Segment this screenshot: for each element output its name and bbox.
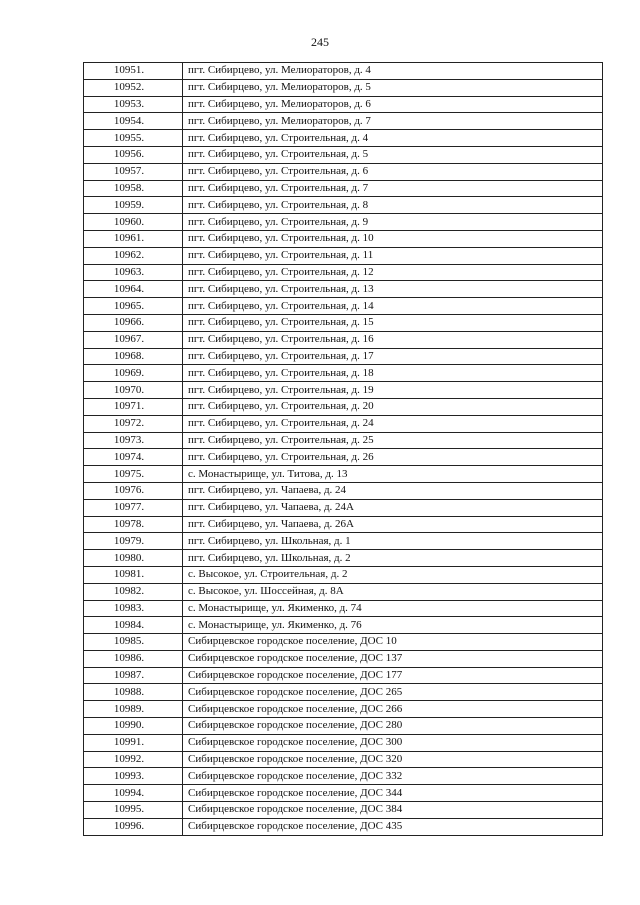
- row-number: 10962.: [84, 247, 183, 264]
- table-row: [84, 650, 603, 667]
- row-number: 10988.: [84, 684, 183, 701]
- row-number: 10992.: [84, 751, 183, 768]
- table-row: [84, 583, 603, 600]
- table-row: [84, 667, 603, 684]
- row-number: 10968.: [84, 348, 183, 365]
- table-row: [84, 449, 603, 466]
- table-row: [84, 466, 603, 483]
- row-address: пгт. Сибирцево, ул. Чапаева, д. 24А: [183, 499, 603, 516]
- row-number: 10966.: [84, 314, 183, 331]
- row-address: с. Монастырище, ул. Якименко, д. 76: [183, 617, 603, 634]
- row-number: 10963.: [84, 264, 183, 281]
- table-row: [84, 499, 603, 516]
- table-row: [84, 482, 603, 499]
- row-number: 10989.: [84, 701, 183, 718]
- row-address: пгт. Сибирцево, ул. Мелиораторов, д. 5: [183, 79, 603, 96]
- row-number: 10961.: [84, 230, 183, 247]
- table-row: [84, 63, 603, 80]
- table-row: [84, 617, 603, 634]
- row-address: пгт. Сибирцево, ул. Чапаева, д. 26А: [183, 516, 603, 533]
- row-address: Сибирцевское городское поселение, ДОС 265: [183, 684, 603, 701]
- row-number: 10970.: [84, 382, 183, 399]
- table-row: [84, 398, 603, 415]
- row-address: с. Высокое, ул. Строительная, д. 2: [183, 566, 603, 583]
- row-address: Сибирцевское городское поселение, ДОС 266: [183, 701, 603, 718]
- table-row: [84, 298, 603, 315]
- row-number: 10977.: [84, 499, 183, 516]
- row-address: пгт. Сибирцево, ул. Школьная, д. 1: [183, 533, 603, 550]
- row-number: 10973.: [84, 432, 183, 449]
- row-address: пгт. Сибирцево, ул. Строительная, д. 16: [183, 331, 603, 348]
- row-address: пгт. Сибирцево, ул. Строительная, д. 6: [183, 163, 603, 180]
- row-number: 10967.: [84, 331, 183, 348]
- row-address: пгт. Сибирцево, ул. Мелиораторов, д. 4: [183, 63, 603, 80]
- table-row: [84, 96, 603, 113]
- row-number: 10960.: [84, 214, 183, 231]
- table-row: [84, 415, 603, 432]
- row-address: пгт. Сибирцево, ул. Строительная, д. 5: [183, 146, 603, 163]
- table-row: [84, 365, 603, 382]
- table-row: [84, 281, 603, 298]
- row-number: 10982.: [84, 583, 183, 600]
- row-number: 10952.: [84, 79, 183, 96]
- row-number: 10981.: [84, 566, 183, 583]
- page-number: 245: [311, 35, 329, 49]
- row-address: Сибирцевское городское поселение, ДОС 435: [183, 818, 603, 835]
- table-row: [84, 146, 603, 163]
- table-row: [84, 818, 603, 835]
- row-address: пгт. Сибирцево, ул. Чапаева, д. 24: [183, 482, 603, 499]
- row-address: Сибирцевское городское поселение, ДОС 137: [183, 650, 603, 667]
- row-number: 10984.: [84, 617, 183, 634]
- table-row: [84, 718, 603, 735]
- table-row: [84, 516, 603, 533]
- table-row: [84, 197, 603, 214]
- table-row: [84, 382, 603, 399]
- row-number: 10979.: [84, 533, 183, 550]
- row-address: пгт. Сибирцево, ул. Строительная, д. 18: [183, 365, 603, 382]
- table-row: [84, 130, 603, 147]
- row-number: 10994.: [84, 785, 183, 802]
- row-number: 10953.: [84, 96, 183, 113]
- row-number: 10956.: [84, 146, 183, 163]
- address-table-body: [84, 63, 603, 836]
- table-row: [84, 600, 603, 617]
- row-number: 10958.: [84, 180, 183, 197]
- table-row: [84, 533, 603, 550]
- row-number: 10959.: [84, 197, 183, 214]
- table-row: [84, 214, 603, 231]
- row-address: пгт. Сибирцево, ул. Строительная, д. 19: [183, 382, 603, 399]
- table-row: [84, 550, 603, 567]
- table-row: [84, 734, 603, 751]
- table-row: [84, 701, 603, 718]
- table-row: [84, 180, 603, 197]
- row-address: пгт. Сибирцево, ул. Строительная, д. 4: [183, 130, 603, 147]
- table-row: [84, 684, 603, 701]
- row-address: пгт. Сибирцево, ул. Строительная, д. 8: [183, 197, 603, 214]
- row-number: 10978.: [84, 516, 183, 533]
- row-address: Сибирцевское городское поселение, ДОС 177: [183, 667, 603, 684]
- row-number: 10972.: [84, 415, 183, 432]
- row-number: 10985.: [84, 634, 183, 651]
- row-address: Сибирцевское городское поселение, ДОС 300: [183, 734, 603, 751]
- row-number: 10954.: [84, 113, 183, 130]
- row-address: Сибирцевское городское поселение, ДОС 320: [183, 751, 603, 768]
- table-row: [84, 264, 603, 281]
- row-number: 10980.: [84, 550, 183, 567]
- row-address: пгт. Сибирцево, ул. Строительная, д. 17: [183, 348, 603, 365]
- table-row: [84, 79, 603, 96]
- row-address: пгт. Сибирцево, ул. Строительная, д. 14: [183, 298, 603, 315]
- row-number: 10957.: [84, 163, 183, 180]
- row-address: Сибирцевское городское поселение, ДОС 10: [183, 634, 603, 651]
- row-address: пгт. Сибирцево, ул. Строительная, д. 9: [183, 214, 603, 231]
- row-address: Сибирцевское городское поселение, ДОС 344: [183, 785, 603, 802]
- row-address: с. Монастырище, ул. Якименко, д. 74: [183, 600, 603, 617]
- table-row: [84, 432, 603, 449]
- row-address: Сибирцевское городское поселение, ДОС 384: [183, 802, 603, 819]
- row-number: 10971.: [84, 398, 183, 415]
- row-address: пгт. Сибирцево, ул. Школьная, д. 2: [183, 550, 603, 567]
- row-number: 10986.: [84, 650, 183, 667]
- row-number: 10990.: [84, 718, 183, 735]
- row-address: пгт. Сибирцево, ул. Мелиораторов, д. 6: [183, 96, 603, 113]
- row-number: 10975.: [84, 466, 183, 483]
- row-number: 10993.: [84, 768, 183, 785]
- row-number: 10991.: [84, 734, 183, 751]
- table-row: [84, 768, 603, 785]
- row-number: 10951.: [84, 63, 183, 80]
- table-row: [84, 348, 603, 365]
- table-row: [84, 163, 603, 180]
- table-row: [84, 802, 603, 819]
- row-address: пгт. Сибирцево, ул. Строительная, д. 20: [183, 398, 603, 415]
- row-number: 10983.: [84, 600, 183, 617]
- table-row: [84, 113, 603, 130]
- row-number: 10955.: [84, 130, 183, 147]
- table-row: [84, 751, 603, 768]
- row-number: 10969.: [84, 365, 183, 382]
- table-row: [84, 785, 603, 802]
- address-table: [83, 62, 603, 836]
- row-address: с. Высокое, ул. Шоссейная, д. 8А: [183, 583, 603, 600]
- row-number: 10965.: [84, 298, 183, 315]
- table-row: [84, 331, 603, 348]
- row-address: пгт. Сибирцево, ул. Строительная, д. 15: [183, 314, 603, 331]
- row-address: пгт. Сибирцево, ул. Строительная, д. 13: [183, 281, 603, 298]
- table-row: [84, 230, 603, 247]
- row-address: Сибирцевское городское поселение, ДОС 332: [183, 768, 603, 785]
- row-address: пгт. Сибирцево, ул. Строительная, д. 24: [183, 415, 603, 432]
- row-number: 10974.: [84, 449, 183, 466]
- row-address: пгт. Сибирцево, ул. Строительная, д. 10: [183, 230, 603, 247]
- row-address: пгт. Сибирцево, ул. Мелиораторов, д. 7: [183, 113, 603, 130]
- table-row: [84, 314, 603, 331]
- row-number: 10996.: [84, 818, 183, 835]
- table-row: [84, 247, 603, 264]
- row-address: пгт. Сибирцево, ул. Строительная, д. 12: [183, 264, 603, 281]
- row-number: 10964.: [84, 281, 183, 298]
- row-address: с. Монастырище, ул. Титова, д. 13: [183, 466, 603, 483]
- row-number: 10987.: [84, 667, 183, 684]
- row-address: Сибирцевское городское поселение, ДОС 280: [183, 718, 603, 735]
- row-address: пгт. Сибирцево, ул. Строительная, д. 7: [183, 180, 603, 197]
- row-address: пгт. Сибирцево, ул. Строительная, д. 25: [183, 432, 603, 449]
- row-address: пгт. Сибирцево, ул. Строительная, д. 11: [183, 247, 603, 264]
- row-number: 10995.: [84, 802, 183, 819]
- row-number: 10976.: [84, 482, 183, 499]
- row-address: пгт. Сибирцево, ул. Строительная, д. 26: [183, 449, 603, 466]
- table-row: [84, 566, 603, 583]
- table-row: [84, 634, 603, 651]
